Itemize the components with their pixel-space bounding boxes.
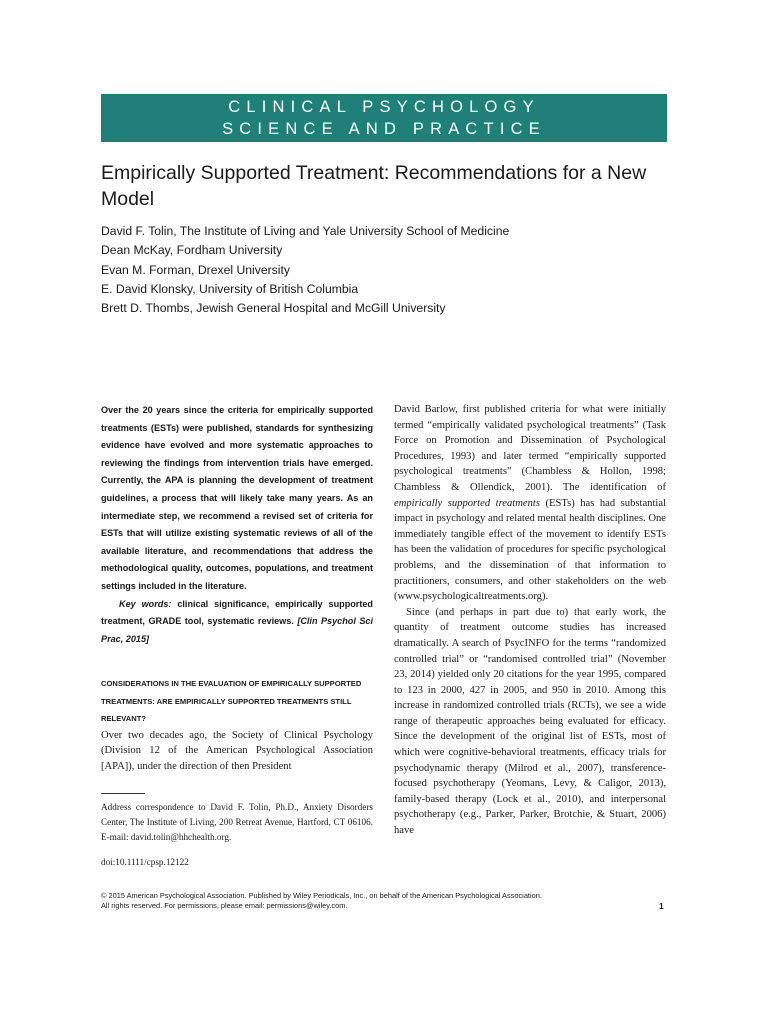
author-list — [101, 222, 701, 318]
keywords-list: clinical significance, empirically supported treatment, GRADE tool, systematic reviews. — [101, 598, 373, 627]
author-affiliation: Dean McKay, Fordham University — [101, 243, 283, 258]
article-title: Empirically Supported Treatment: Recommendations for a New Model — [101, 162, 647, 210]
body-text-run: (ESTs) has had substantial impact in psychology and related mental health disciplines. One immediately tangible effect of the movement to identify ESTs has been the validation of procedures for specific psychological problems, and the dissemination of that information to practitioners, consumers, and other stakeholders on the web (www.psychologicaltreatments.org). — [394, 497, 666, 603]
keywords-label: Key words: — [119, 598, 172, 609]
journal-citation: [Clin Psychol Sci Prac, 2015] — [101, 616, 373, 644]
body-paragraph: Since (and perhaps in part due to) that early work, the quantity of treatment outcome studies has increased dramatically. A search of PsycINFO for the terms “randomized controlled trial” or “randomised controlled trial” (November 23, 2014) yielded only 20 citations for the year 1995, compared to 123 in 2000, 427 in 2005, and 950 in 2010. Among this increase in randomized controlled trials (RCTs), we see a wide range of therapeutic approaches being evaluated for efficacy. Since the development of the original list of ESTs, most of which were cognitive-behavioral treatments, efficacy trials for psychodynamic therapy (Milrod et al., 2007), transference-focused psychotherapy (Yeomans, Levy, & Caligor, 2013), family-based therapy (Lock et al., 2010), and interpersonal psychotherapy (e.g., Parker, Parker, Brotchie, & Stuart, 2006) have — [394, 606, 666, 837]
correspondence-note: Address correspondence to David F. Tolin, Ph.D., Anxiety Disorders Center, The Institute of Living, 200 Retreat Avenue, Hartford, CT 06106. E-mail: david.tolin@hhchealth.org. — [101, 801, 373, 843]
author-affiliation: Evan M. Forman, Drexel University — [101, 262, 290, 277]
section-heading: CONSIDERATIONS IN THE EVALUATION OF EMPIRICALLY SUPPORTED TREATMENTS: ARE EMPIRICALLY SUPPORTED TREATMENTS STILL RELEVANT? — [101, 679, 362, 724]
right-column — [394, 402, 666, 839]
permissions-line: All rights reserved. For permissions, please email: permissions@wiley.com. — [101, 901, 348, 910]
journal-name-line2: SCIENCE AND PRACTICE — [222, 120, 546, 138]
journal-banner — [101, 94, 667, 142]
author-affiliation: David F. Tolin, The Institute of Living and Yale University School of Medicine — [101, 224, 510, 238]
journal-name-line1: CLINICAL PSYCHOLOGY — [228, 98, 540, 116]
keywords-paragraph — [101, 596, 373, 649]
body-paragraph: Over two decades ago, the Society of Clinical Psychology (Division 12 of the American Psychological Association [APA]), under the direction of then President — [101, 729, 373, 772]
page-number: 1 — [659, 901, 664, 911]
copyright-line: © 2015 American Psychological Association. Published by Wiley Periodicals, Inc., on behalf of the American Psychological Association. — [101, 891, 542, 900]
body-paragraph — [394, 402, 666, 605]
author-affiliation: E. David Klonsky, University of British Columbia — [101, 281, 359, 296]
author-affiliation: Brett D. Thombs, Jewish General Hospital and McGill University — [101, 301, 446, 316]
left-column — [101, 402, 373, 870]
italic-term: empirically supported treatments — [394, 497, 540, 509]
abstract-text: Over the 20 years since the criteria for empirically supported treatments (ESTs) were published, standards for synthesizing evidence have evolved and more systematic approaches to reviewing the findings from intervention trials have emerged. Currently, the APA is planning the development of treatment guidelines, a process that will likely take many years. As an intermediate step, we recommend a revised set of criteria for ESTs that will utilize existing systematic reviews of all of the available literature, and recommendations that address the methodological quality, outcomes, populations, and treatment settings included in the literature. — [101, 405, 373, 591]
body-text-run: David Barlow, first published criteria for what were initially termed “empirically validated psychological treatments” (Task Force on Promotion and Dissemination of Psychological Procedures, 1993) and later termed “empirically supported psychological treatments” (Chambless & Hollon, 1998; Chambless & Ollendick, 2001). The identification of — [394, 404, 666, 493]
footnote-divider — [101, 793, 145, 794]
doi-text: doi:10.1111/cpsp.12122 — [101, 856, 189, 867]
copyright-footer — [101, 891, 671, 911]
